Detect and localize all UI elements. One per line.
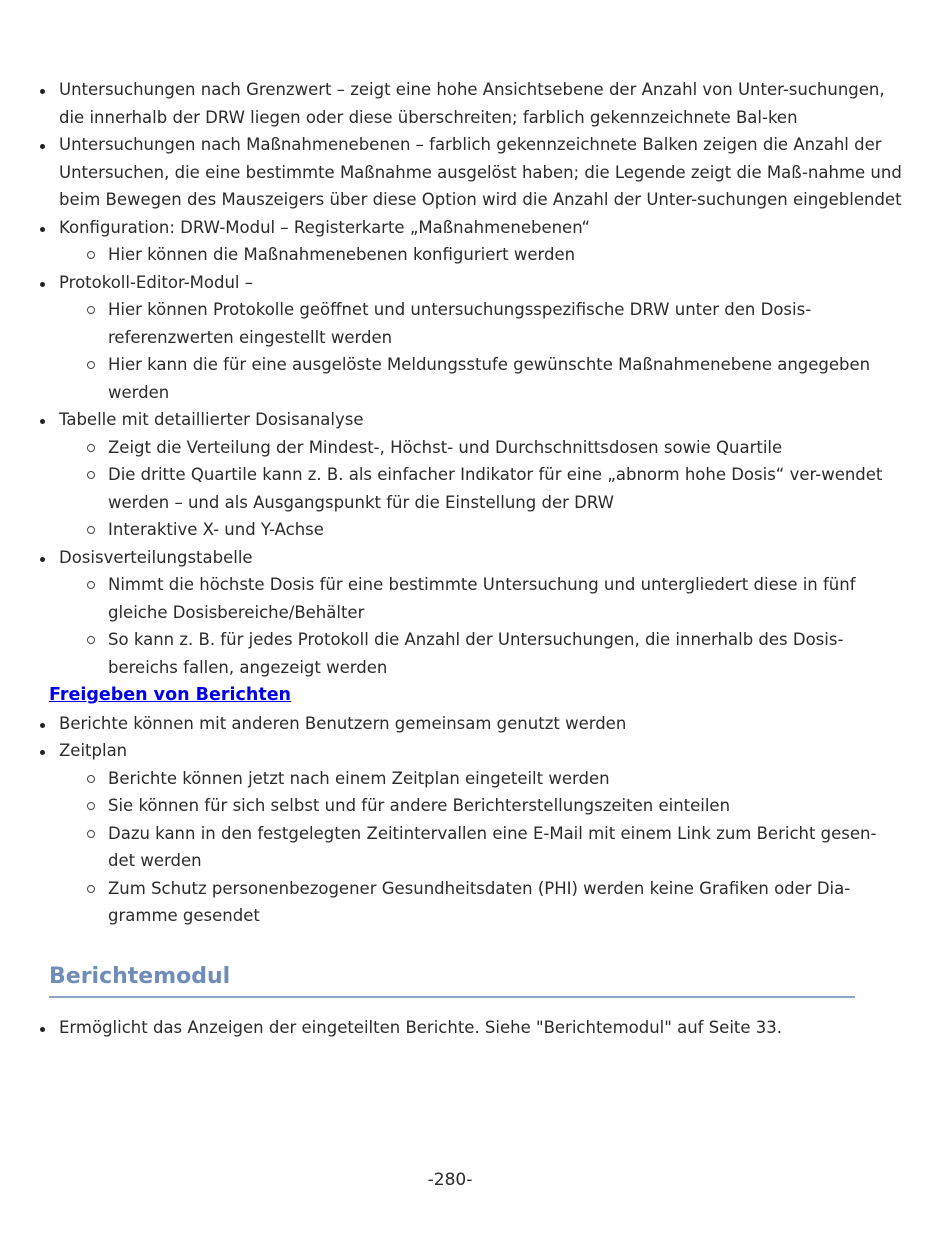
sub-list-item: Die dritte Quartile kann z. B. als einfacher Indikator für eine „abnorm hohe Dosis“ ver-wendet werden – und als Ausgangspunkt für die Einstellung der DRW xyxy=(59,461,898,516)
sub-list-item: Hier kann die für eine ausgelöste Meldungsstufe gewünschte Maßnahmenebene angegeben werden xyxy=(59,351,898,406)
sub-list xyxy=(59,296,898,406)
list-item: Untersuchungen nach Maßnahmenebenen – farblich gekennzeichnete Balken zeigen die Anzahl der Untersuchen, die eine bestimmte Maßnahme ausgelöst haben; die Legende zeigt die Maß-nahme und beim Bewegen des Mauszeigers über diese Option wird die Anzahl der Unter-suchungen eingeblendet xyxy=(0,131,950,214)
list-item: Berichte können mit anderen Benutzern gemeinsam genutzt werden xyxy=(0,710,950,738)
sub-list-item: Berichte können jetzt nach einem Zeitplan eingeteilt werden xyxy=(59,765,898,793)
sub-list-item: Hier können die Maßnahmenebenen konfiguriert werden xyxy=(59,241,898,269)
list-item: Zeitplan Berichte können jetzt nach einem Zeitplan eingeteilt werden Sie können für sich selbst und für andere Berichterstellungszeiten einteilen Dazu kann in den festgelegten Zeitintervallen eine E-Mail mit einem Link zum Bericht gesen-det werden Zum Schutz personenbezogener Gesundheitsdaten (PHI) werden keine Grafiken oder Dia-gramme gesendet xyxy=(0,737,950,930)
sub-list xyxy=(59,241,898,269)
page-content xyxy=(0,76,950,1041)
sub-list-item: Zum Schutz personenbezogener Gesundheitsdaten (PHI) werden keine Grafiken oder Dia-gramme gesendet xyxy=(59,875,898,930)
sub-list xyxy=(59,434,898,544)
sub-list-item: Nimmt die höchste Dosis für eine bestimmte Untersuchung und untergliedert diese in fünf gleiche Dosisbereiche/Behälter xyxy=(59,571,898,626)
share-list xyxy=(0,710,950,930)
list-item: Untersuchungen nach Grenzwert – zeigt eine hohe Ansichtsebene der Anzahl von Unter-suchungen, die innerhalb der DRW liegen oder diese überschreiten; farblich gekennzeichnete Bal-ken xyxy=(0,76,950,131)
list-item: Konfiguration: DRW-Modul – Registerkarte „Maßnahmenebenen“ Hier können die Maßnahmenebenen konfiguriert werden xyxy=(0,214,950,269)
share-reports-link[interactable]: Freigeben von Berichten xyxy=(49,685,292,705)
page-number: -280- xyxy=(427,1170,473,1190)
module-list xyxy=(0,1014,950,1042)
section-heading: Berichtemodul xyxy=(49,962,855,998)
sub-list-item: Sie können für sich selbst und für andere Berichterstellungszeiten einteilen xyxy=(59,792,898,820)
sub-list-item: So kann z. B. für jedes Protokoll die Anzahl der Untersuchungen, die innerhalb des Dosis-bereichs fallen, angezeigt werden xyxy=(59,626,898,681)
list-item: Dosisverteilungstabelle Nimmt die höchste Dosis für eine bestimmte Untersuchung und untergliedert diese in fünf gleiche Dosisbereiche/Behälter So kann z. B. für jedes Protokoll die Anzahl der Untersuchungen, die innerhalb des Dosis-bereichs fallen, angezeigt werden xyxy=(0,544,950,682)
list-item: Ermöglicht das Anzeigen der eingeteilten Berichte. Siehe "Berichtemodul" auf Seite 33. xyxy=(0,1014,950,1042)
sub-list xyxy=(59,571,898,681)
sub-list xyxy=(59,765,898,930)
sub-list-item: Dazu kann in den festgelegten Zeitintervallen eine E-Mail mit einem Link zum Bericht gesen-det werden xyxy=(59,820,898,875)
sub-list-item: Interaktive X- und Y-Achse xyxy=(59,516,898,544)
sub-list-item: Hier können Protokolle geöffnet und untersuchungsspezifische DRW unter den Dosis-referenzwerten eingestellt werden xyxy=(59,296,898,351)
sub-list-item: Zeigt die Verteilung der Mindest-, Höchst- und Durchschnittsdosen sowie Quartile xyxy=(59,434,898,462)
list-item: Tabelle mit detaillierter Dosisanalyse Zeigt die Verteilung der Mindest-, Höchst- und Durchschnittsdosen sowie Quartile Die dritte Quartile kann z. B. als einfacher Indikator für eine „abnorm hohe Dosis“ ver-wendet werden – und als Ausgangspunkt für die Einstellung der DRW Interaktive X- und Y-Achse xyxy=(0,406,950,544)
list-item: Protokoll-Editor-Modul – Hier können Protokolle geöffnet und untersuchungsspezifische DRW unter den Dosis-referenzwerten eingestellt werden Hier kann die für eine ausgelöste Meldungsstufe gewünschte Maßnahmenebene angegeben werden xyxy=(0,269,950,407)
feature-list xyxy=(0,76,950,681)
share-reports-heading xyxy=(49,681,950,710)
